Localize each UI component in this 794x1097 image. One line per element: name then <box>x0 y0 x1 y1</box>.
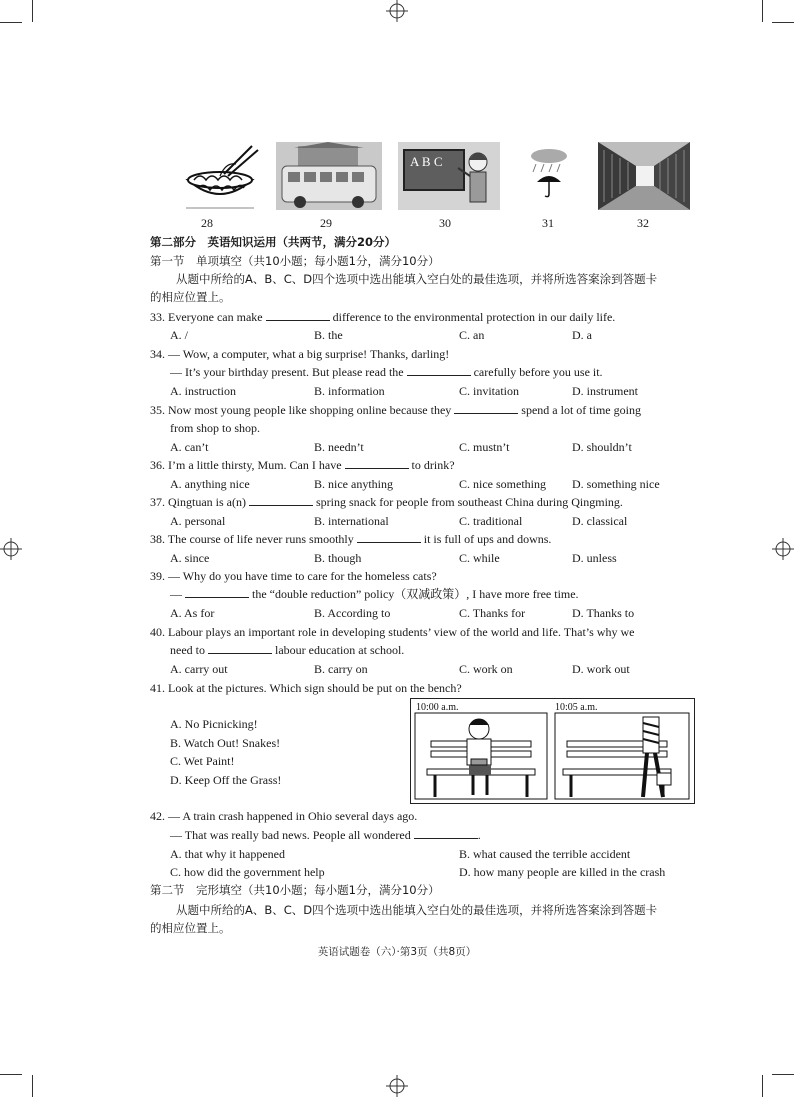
section-instructions: 从题中所给的A、B、C、D四个选项中选出能填入空白处的最佳选项，并将所选答案涂到答题卡 <box>176 272 658 286</box>
question-stem: 41. Look at the pictures. Which sign should be put on the bench? <box>150 681 462 695</box>
question-stem: 35. Now most young people like shopping online because they spend a lot of time going <box>150 403 641 417</box>
option-d: D. work out <box>572 662 630 676</box>
question-stem: 33. Everyone can make difference to the environmental protection in our daily life. <box>150 310 616 324</box>
option-c: C. work on <box>459 662 513 676</box>
option-b: B. Watch Out! Snakes! <box>170 736 281 750</box>
school-bus-picture <box>276 142 382 210</box>
time-label: 10:05 a.m. <box>555 702 598 713</box>
option-a: A. personal <box>170 514 226 528</box>
picture-number: 31 <box>542 216 554 230</box>
crop-mark <box>32 1075 33 1097</box>
option-c: C. mustn’t <box>459 440 510 454</box>
option-b: B. though <box>314 551 362 565</box>
section-title: 第二节 完形填空（共10小题；每小题1分，满分10分） <box>150 883 440 897</box>
registration-mark-icon <box>772 538 794 560</box>
option-a: A. instruction <box>170 384 236 398</box>
blackboard-text: A B C <box>410 154 443 169</box>
page-footer: 英语试题卷（六）·第3页（共8页） <box>317 946 477 958</box>
option-d: D. how many people are killed in the crash <box>459 865 666 879</box>
option-b: B. what caused the terrible accident <box>459 847 631 861</box>
question-stem: 42. — A train crash happened in Ohio several days ago. <box>150 809 418 823</box>
section-title: 第一节 单项填空（共10小题；每小题1分，满分10分） <box>150 254 440 268</box>
registration-mark-icon <box>386 1075 408 1097</box>
section-instructions: 从题中所给的A、B、C、D四个选项中选出能填入空白处的最佳选项，并将所选答案涂到答题卡 <box>176 903 658 917</box>
picture-number: 32 <box>637 216 649 230</box>
question-stem: 36. I’m a little thirsty, Mum. Can I have to drink? <box>150 458 455 472</box>
option-a: A. that why it happened <box>170 847 285 861</box>
option-c: C. nice something <box>459 477 546 491</box>
option-a: A. / <box>170 328 188 342</box>
noodles-bowl-icon <box>180 142 260 210</box>
bench-pictures <box>410 698 695 804</box>
crop-mark <box>32 0 33 22</box>
question-stem: 39. — Why do you have time to care for the homeless cats? <box>150 569 437 583</box>
part-title: 第二部分 英语知识运用（共两节，满分20分） <box>150 235 397 249</box>
option-d: D. something nice <box>572 477 660 491</box>
registration-mark-icon <box>0 538 22 560</box>
picture-row <box>170 142 700 212</box>
question-stem: from shop to shop. <box>170 421 260 435</box>
crop-mark <box>0 1074 22 1075</box>
question-stem: need to labour education at school. <box>170 643 405 657</box>
option-a: A. anything nice <box>170 477 250 491</box>
bench-scene-picture <box>411 699 694 803</box>
crop-mark <box>0 22 22 23</box>
registration-mark-icon <box>386 0 408 22</box>
option-d: D. shouldn’t <box>572 440 632 454</box>
picture-number: 29 <box>320 216 332 230</box>
crop-mark <box>772 1074 794 1075</box>
option-b: B. According to <box>314 606 391 620</box>
option-d: D. Thanks to <box>572 606 635 620</box>
option-a: A. As for <box>170 606 215 620</box>
question-stem: — the “double reduction” policy（双减政策）, I have more free time. <box>170 587 579 601</box>
question-stem: 40. Labour plays an important role in developing students’ view of the world and life. That’s why we <box>150 625 635 639</box>
option-b: B. international <box>314 514 389 528</box>
rain-umbrella-picture <box>526 142 572 210</box>
picture-number: 30 <box>439 216 451 230</box>
teacher-blackboard-picture <box>398 142 500 210</box>
crop-mark <box>762 1075 763 1097</box>
option-c: C. Thanks for <box>459 606 526 620</box>
question-stem: 37. Qingtuan is a(n) spring snack for people from southeast China during Qingming. <box>150 495 623 509</box>
option-b: B. carry on <box>314 662 368 676</box>
option-d: D. instrument <box>572 384 638 398</box>
option-a: A. No Picnicking! <box>170 717 258 731</box>
section-instructions: 的相应位置上。 <box>150 921 231 935</box>
option-d: D. a <box>572 328 592 342</box>
question-stem: — That was really bad news. People all wondered . <box>170 828 481 842</box>
option-c: C. an <box>459 328 485 342</box>
option-c: C. traditional <box>459 514 523 528</box>
option-b: B. the <box>314 328 343 342</box>
section-instructions: 的相应位置上。 <box>150 290 231 304</box>
crop-mark <box>762 0 763 22</box>
option-c: C. Wet Paint! <box>170 754 235 768</box>
option-c: C. how did the government help <box>170 865 325 879</box>
option-d: D. classical <box>572 514 628 528</box>
option-a: A. since <box>170 551 210 565</box>
option-d: D. unless <box>572 551 617 565</box>
library-picture <box>598 142 690 210</box>
option-b: B. information <box>314 384 385 398</box>
option-a: A. carry out <box>170 662 228 676</box>
question-stem: 38. The course of life never runs smoothly it is full of ups and downs. <box>150 532 552 546</box>
option-b: B. needn’t <box>314 440 364 454</box>
option-c: C. while <box>459 551 500 565</box>
option-d: D. Keep Off the Grass! <box>170 773 282 787</box>
time-label: 10:00 a.m. <box>416 702 459 713</box>
option-b: B. nice anything <box>314 477 393 491</box>
crop-mark <box>772 22 794 23</box>
question-stem: — It’s your birthday present. But please read the carefully before you use it. <box>170 365 603 379</box>
option-a: A. can’t <box>170 440 209 454</box>
question-stem: 34. — Wow, a computer, what a big surprise! Thanks, darling! <box>150 347 450 361</box>
option-c: C. invitation <box>459 384 519 398</box>
picture-number: 28 <box>201 216 213 230</box>
